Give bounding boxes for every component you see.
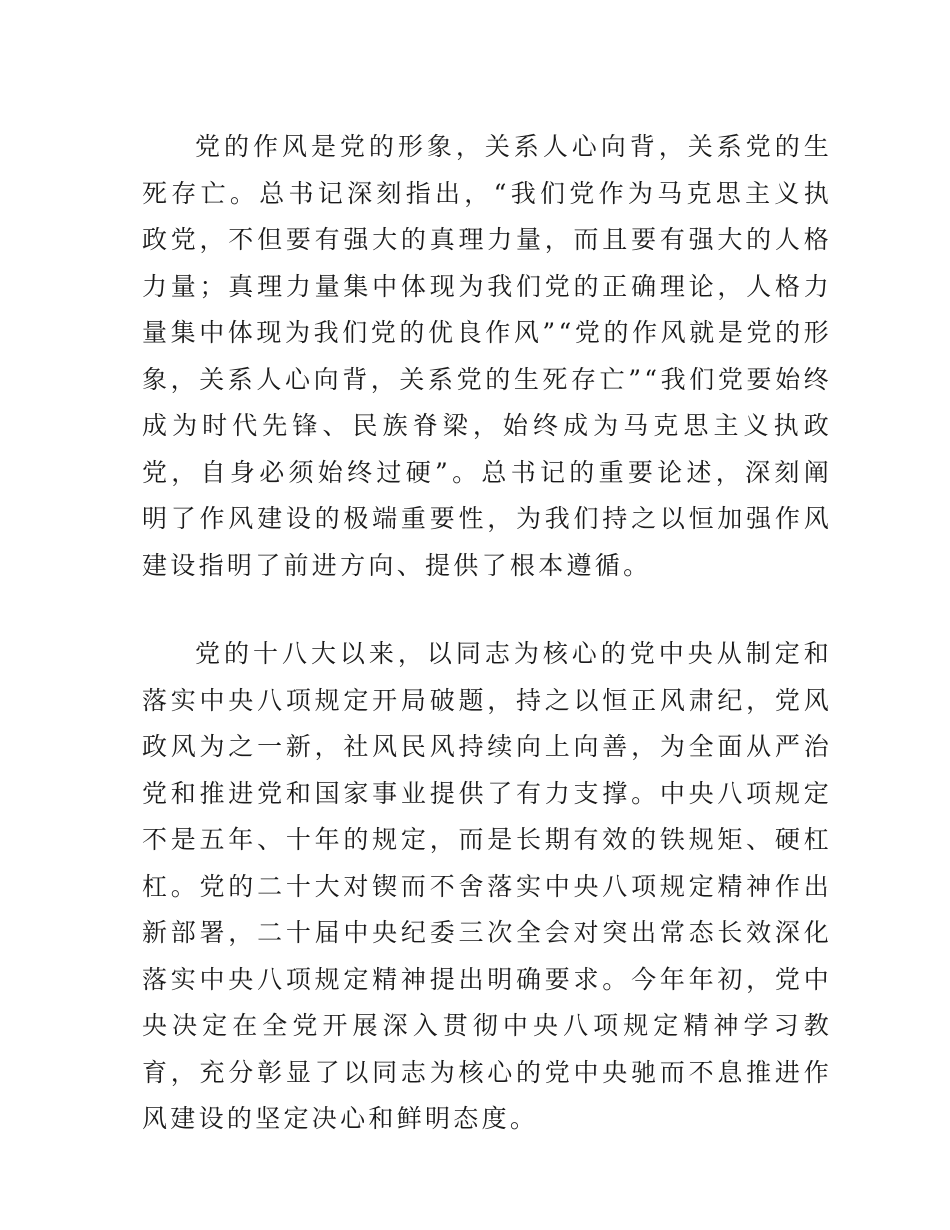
paragraph-1: 党的作风是党的形象，关系人心向背，关系党的生死存亡。总书记深刻指出，“我们党作为马克思主义执政党，不但要有强大的真理力量，而且要有强大的人格力量；真理力量集中体现为我们党的正确理论，人格力量集中体现为我们党的优良作风”“党的作风就是党的形象，关系人心向背，关系党的生死存亡”“我们党要始终成为时代先锋、民族脊梁，始终成为马克思主义执政党，自身必须始终过硬”。总书记的重要论述，深刻阐明了作风建设的极端重要性，为我们持之以恒加强作风建设指明了前进方向、提供了根本遵循。	[142, 132, 832, 580]
paragraph-2: 党的十八大以来，以同志为核心的党中央从制定和落实中央八项规定开局破题，持之以恒正风肃纪，党风政风为之一新，社风民风持续向上向善，为全面从严治党和推进党和国家事业提供了有力支撑。中央八项规定不是五年、十年的规定，而是长期有效的铁规矩、硬杠杠。党的二十大对锲而不舍落实中央八项规定精神作出新部署，二十届中央纪委三次全会对突出常态长效深化落实中央八项规定精神提出明确要求。今年年初，党中央决定在全党开展深入贯彻中央八项规定精神学习教育，充分彰显了以同志为核心的党中央驰而不息推进作风建设的坚定决心和鲜明态度。	[142, 639, 832, 1133]
document-body	[142, 124, 832, 1143]
